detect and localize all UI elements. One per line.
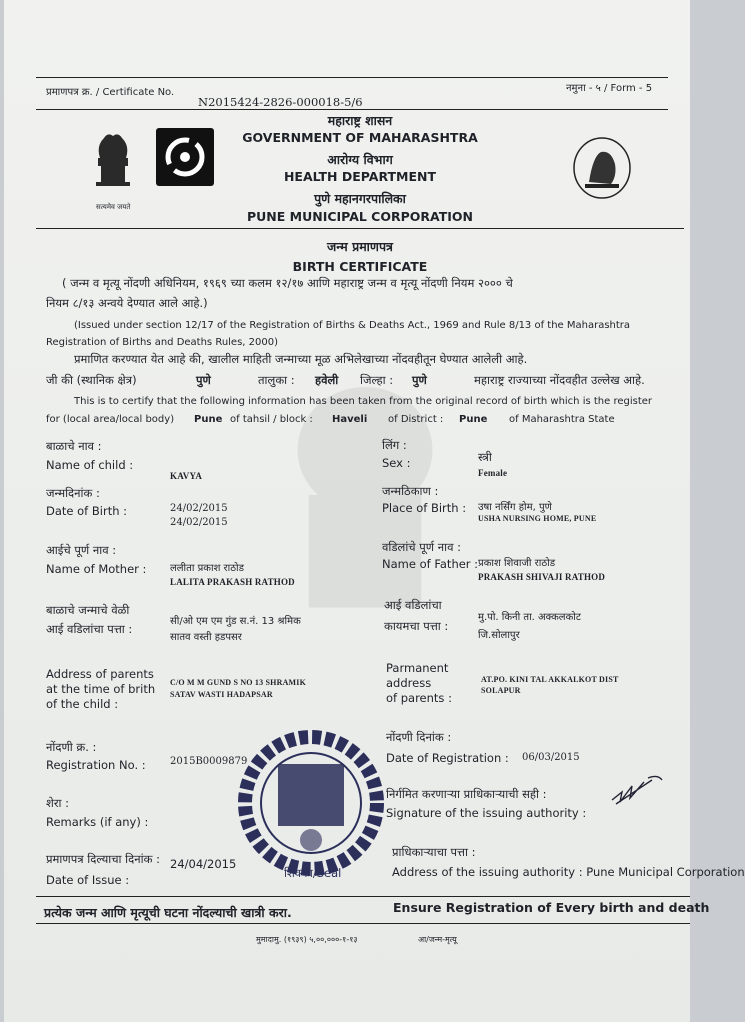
pob-value-mr: उषा नर्सिंग होम, पुणे <box>478 502 552 513</box>
cert-en-line2-c: of tahsil / block : <box>230 414 313 425</box>
pmc-logo-icon <box>571 130 633 202</box>
official-seal-stamp <box>236 728 386 878</box>
sex-mr-label: लिंग : <box>382 438 407 452</box>
authority-address-mr-label: प्राधिकाऱ्याचा पत्ता : <box>392 845 476 859</box>
form-number: नमुना - ५ / Form - 5 <box>566 83 653 94</box>
intro-en-line1: (Issued under section 12/17 of the Registration of Births & Deaths Act., 1969 and Rule 8/13 of the Maharashtra <box>74 320 631 331</box>
sex-value: Female <box>478 468 508 478</box>
signature-scribble-icon <box>608 772 664 806</box>
regno-value: 2015B0009879 <box>170 756 248 767</box>
mr-title: जन्म प्रमाणपत्र <box>327 239 393 254</box>
mother-mr-label: आईचे पूर्ण नाव : <box>46 543 117 557</box>
pob-value: USHA NURSING HOME, PUNE <box>478 514 597 523</box>
cert-en-local-area: Pune <box>194 414 223 425</box>
cert-mr-line2-c: तालुका : <box>258 373 295 387</box>
regdate-value: 06/03/2015 <box>522 752 580 763</box>
regdate-label: Date of Registration : <box>386 751 509 765</box>
perm-address-label-1: Parmanent <box>386 661 449 675</box>
mother-value: LALITA PRAKASH RATHOD <box>170 577 295 587</box>
birth-address-mr-value-2: सातव वस्ती हडपसर <box>170 632 242 643</box>
birth-address-label-1: Address of parents <box>46 667 154 681</box>
cert-mr-line1: प्रमाणित करण्यात येत आहे की, खालील माहिती जन्माच्या मूळ अभिलेखाच्या नोंदवहीतून घेण्यात आलेली आहे. <box>74 352 528 366</box>
signature-label: Signature of the issuing authority : <box>386 806 587 820</box>
mr-corporation-heading: पुणे महानगरपालिका <box>314 191 406 206</box>
pob-mr-label: जन्मठिकाण : <box>382 484 439 498</box>
dob-value-en: 24/02/2015 <box>170 517 228 528</box>
cert-en-line2-a: for (local area/local body) <box>46 414 175 425</box>
cert-mr-district: पुणे <box>412 373 427 387</box>
father-value: PRAKASH SHIVAJI RATHOD <box>478 572 606 582</box>
mother-label: Name of Mother : <box>46 562 147 576</box>
footer-notice: Ensure Registration of Every birth and death <box>393 900 710 915</box>
perm-address-mr-label-1: आई वडिलांचा <box>384 598 442 612</box>
cert-mr-line2-a: जी की (स्थानिक क्षेत्र) <box>46 373 137 387</box>
cert-mr-local-area: पुणे <box>196 373 211 387</box>
cert-en-line2-e: of District : <box>388 414 444 425</box>
national-emblem-icon <box>86 128 140 198</box>
intro-en-line2: Registration of Births and Deaths Rules, 2000) <box>46 337 279 348</box>
regno-mr-label: नोंदणी क्र. : <box>46 740 97 754</box>
birth-address-mr-value-1: सी/ओ एम एम गुंड स.नं. 13 श्रमिक <box>170 616 301 627</box>
sex-value-mr: स्त्री <box>478 450 492 464</box>
document-title: BIRTH CERTIFICATE <box>292 259 428 274</box>
intro-mr-line2: नियम ८/१३ अन्वये देण्यात आले आहे.) <box>46 296 208 310</box>
perm-address-value-1: AT.PO. KINI TAL AKKALKOT DIST <box>481 675 619 684</box>
remarks-mr-label: शेरा : <box>46 796 70 810</box>
child-name-label: Name of child : <box>46 458 134 472</box>
father-mr-label: वडिलांचे पूर्ण नाव : <box>382 540 462 554</box>
sex-label: Sex : <box>382 456 411 470</box>
government-heading: GOVERNMENT OF MAHARASHTRA <box>242 130 478 145</box>
child-name-value: KAVYA <box>170 471 203 481</box>
remarks-label: Remarks (if any) : <box>46 815 149 829</box>
mr-health-heading: आरोग्य विभाग <box>327 152 393 167</box>
perm-address-mr-label-2: कायमचा पत्ता : <box>384 619 449 633</box>
authority-address: Address of the issuing authority : Pune Municipal Corporation <box>392 865 745 879</box>
birth-address-label-2: at the time of brith <box>46 682 156 696</box>
regno-label: Registration No. : <box>46 758 146 772</box>
health-heading: HEALTH DEPARTMENT <box>283 169 437 184</box>
cert-mr-tahsil: हवेली <box>315 373 339 387</box>
corporation-heading: PUNE MUNICIPAL CORPORATION <box>246 209 473 224</box>
father-value-mr: प्रकाश शिवाजी राठोड <box>478 558 556 569</box>
birth-address-mr-label-2: आई वडिलांचा पत्ता : <box>46 622 133 636</box>
father-label: Name of Father : <box>382 557 479 571</box>
perm-address-label-2: address <box>386 676 432 690</box>
birth-address-value-2: SATAV WASTI HADAPSAR <box>170 690 273 699</box>
dob-label: Date of Birth : <box>46 504 128 518</box>
dob-mr-label: जन्मदिनांक : <box>46 486 100 500</box>
pob-label: Place of Birth : <box>382 501 467 515</box>
certificate-number-label: प्रमाणपत्र क्र. / Certificate No. <box>46 87 175 98</box>
cert-mr-line2-e: जिल्हा : <box>360 373 394 387</box>
mr-government-heading: महाराष्ट्र शासन <box>327 113 393 128</box>
issue-date-mr-label: प्रमाणपत्र दिल्याचा दिनांक : <box>46 852 160 866</box>
perm-address-mr-value-2: जि.सोलापुर <box>478 630 520 641</box>
seal-label: शिक्का/Seal <box>284 866 342 880</box>
cert-mr-line2-g: महाराष्ट्र राज्याच्या नोंदवहीत उल्लेख आहे. <box>474 373 645 387</box>
emblem-motto: सत्यमेव जयते <box>96 203 131 211</box>
cert-en-line1: This is to certify that the following information has been taken from the original record of birth which is the register <box>74 396 653 407</box>
signature-mr-label: निर्गमित करणाऱ्या प्राधिकाऱ्याची सही : <box>386 787 547 801</box>
dob-value: 24/02/2015 <box>170 503 228 514</box>
print-code: मुमादामु. (१९३९) ५,००,०००-१-१३ <box>256 935 358 944</box>
child-name-mr-label: बाळाचे नाव : <box>46 439 102 453</box>
birth-address-value-1: C/O M M GUND S NO 13 SHRAMIK <box>170 678 307 687</box>
issue-date-value: 24/04/2015 <box>170 857 237 871</box>
form-code: आ/जन्म-मृत्यू <box>418 935 457 944</box>
perm-address-mr-value-1: मु.पो. किनी ता. अक्कलकोट <box>478 612 581 623</box>
cert-en-tahsil: Haveli <box>332 414 368 425</box>
regdate-mr-label: नोंदणी दिनांक : <box>386 730 452 744</box>
intro-mr-line1: ( जन्म व मृत्यू नोंदणी अधिनियम, १९६९ च्या कलम १२/१७ आणि महाराष्ट्र जन्म व मृत्यू नोंदणी नियम २००० चे <box>62 276 513 290</box>
footer-mr-notice: प्रत्येक जन्म आणि मृत्यूची घटना नोंदल्याची खात्री करा. <box>44 905 292 920</box>
mother-value-mr: ललीता प्रकाश राठोड <box>170 563 244 574</box>
issue-date-label: Date of Issue : <box>46 873 130 887</box>
cert-en-line2-g: of Maharashtra State <box>509 414 615 425</box>
perm-address-value-2: SOLAPUR <box>481 686 521 695</box>
birth-address-label-3: of the child : <box>46 697 119 711</box>
perm-address-label-3: of parents : <box>386 691 452 705</box>
birth-address-mr-label-1: बाळाचे जन्माचे वेळी <box>46 603 130 617</box>
certificate-number: N2015424-2826-000018-5/6 <box>198 95 363 109</box>
health-department-logo-icon <box>156 128 214 186</box>
cert-en-district: Pune <box>459 414 488 425</box>
